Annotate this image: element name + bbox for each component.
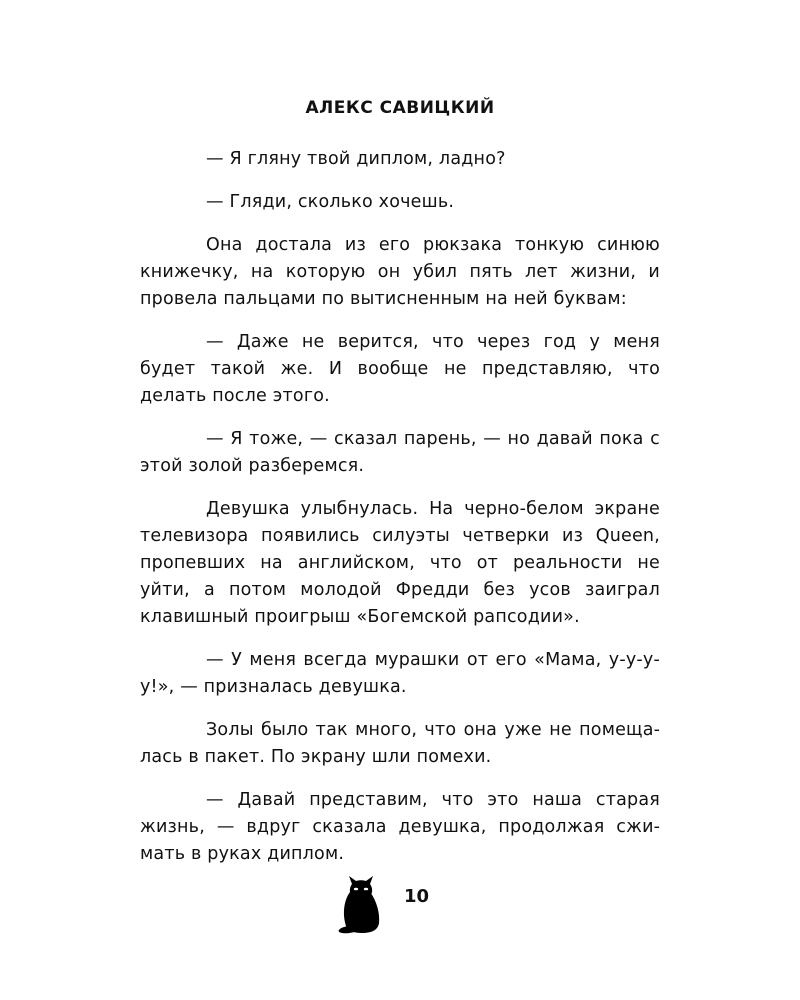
running-header-author: АЛЕКС САВИЦКИЙ xyxy=(305,98,495,118)
paragraph: — Я гляну твой диплом, ладно? xyxy=(206,149,506,169)
body-text xyxy=(140,146,660,884)
paragraph: — У меня всегда мурашки от его «Мама, у-у-у-у!», — призналась девушка. xyxy=(140,650,660,697)
paragraph: Она достала из его рюкзака тонкую синюю книжечку, на которую он убил пять лет жизни, и провела пальцами по вытисненным на ней буквам: xyxy=(140,235,660,309)
black-cat-icon xyxy=(334,868,386,934)
paragraph: Девушка улыбнулась. На черно-белом экране телевизора появились силуэты четверки из Queen, пропевших на английском, что от реальности не уйти, а потом молодой Фредди без усов заиграл клавишный проигрыш «Богемской рапсодии». xyxy=(140,499,660,627)
page-footer xyxy=(0,868,800,938)
paragraph: Золы было так много, что она уже не помещалась в пакет. По экрану шли помехи. xyxy=(140,720,660,767)
paragraph: — Я тоже, — сказал парень, — но давай пока с этой золой разберемся. xyxy=(140,429,660,476)
paragraph: — Давай представим, что это наша старая жизнь, — вдруг сказала девушка, продолжая сжимать в руках диплом. xyxy=(140,790,660,864)
paragraph: — Гляди, сколько хочешь. xyxy=(206,192,455,212)
page-number: 10 xyxy=(404,886,430,907)
paragraph: — Даже не верится, что через год у меня будет такой же. И вообще не представляю, что делать после этого. xyxy=(140,332,660,406)
